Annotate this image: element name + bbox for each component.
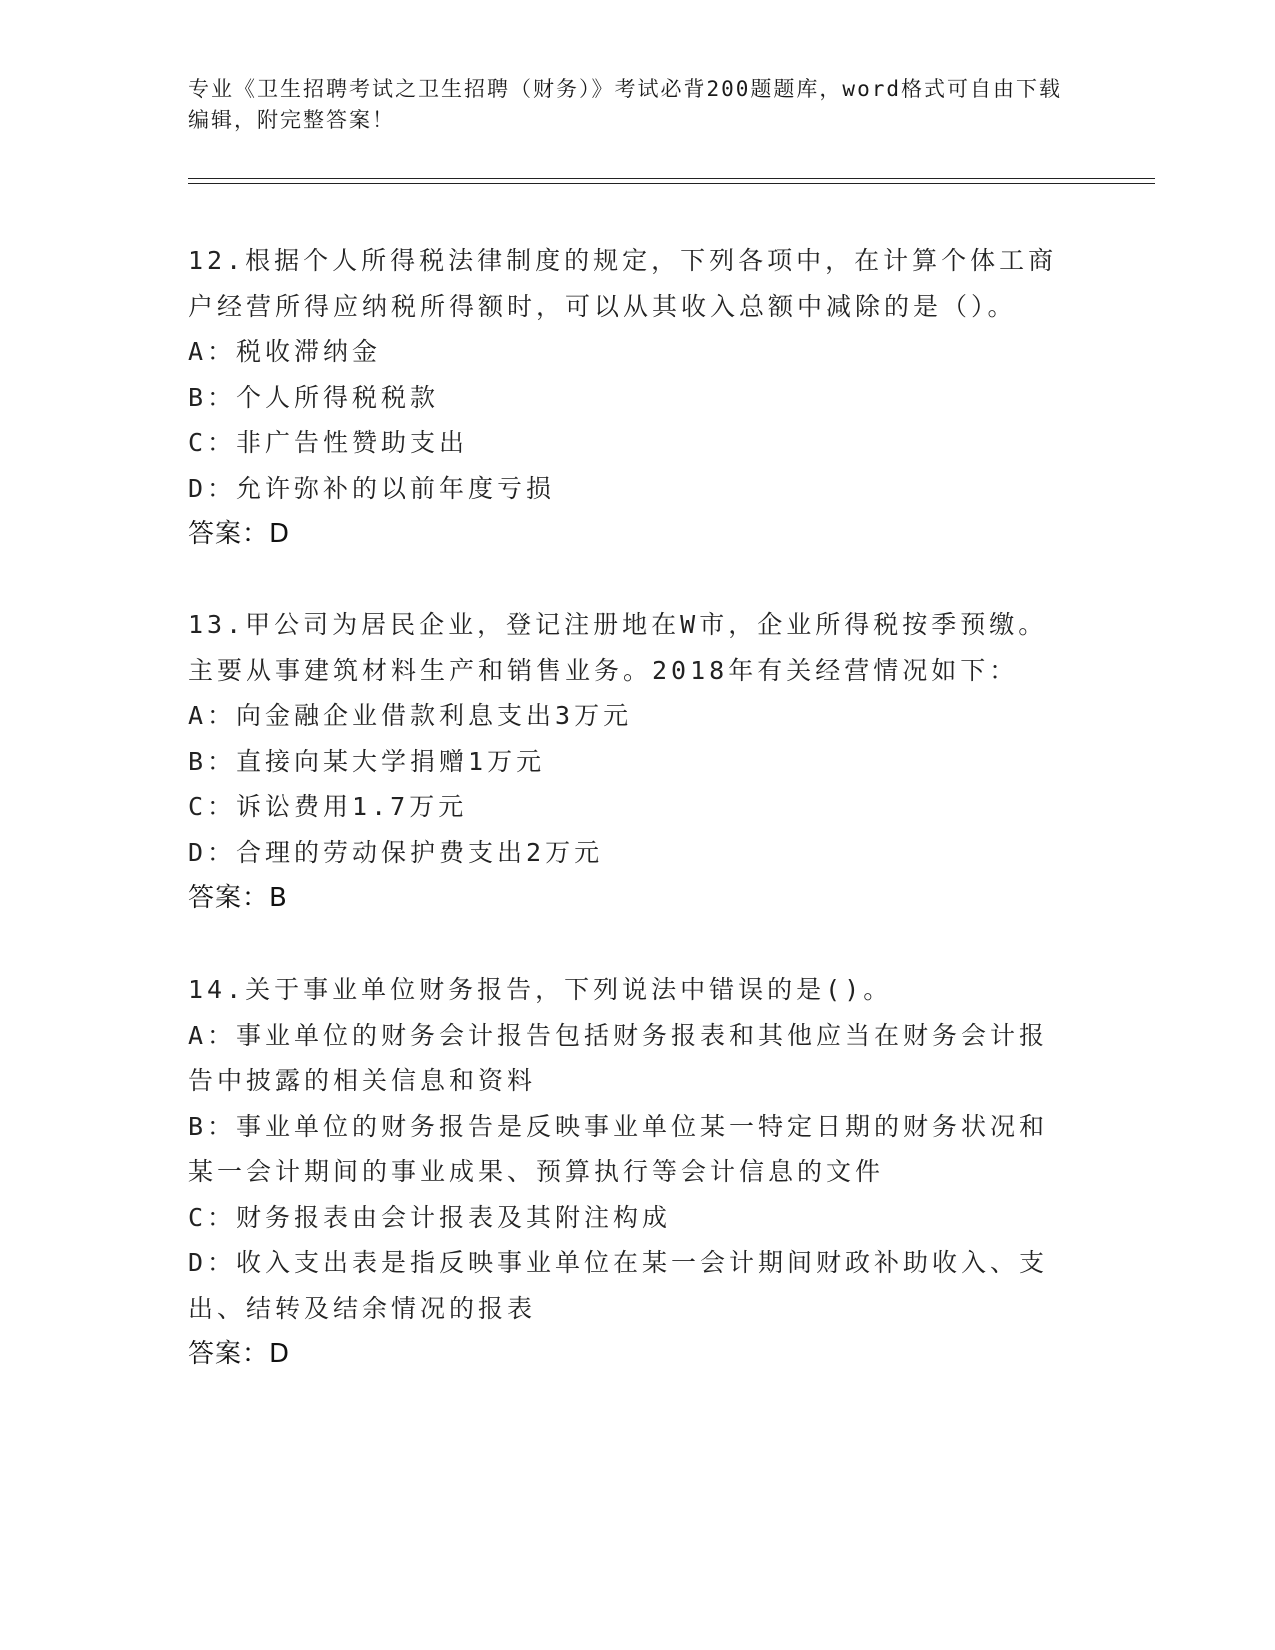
option-b: B：个人所得税税款 [188, 382, 440, 412]
option-b: B：直接向某大学捐赠1万元 [188, 746, 546, 776]
question-12 [188, 238, 1068, 557]
option-d: D：合理的劳动保护费支出2万元 [188, 837, 604, 867]
question-stem: 13.甲公司为居民企业，登记注册地在W市，企业所得税按季预缴。主要从事建筑材料生产和销售业务。2018年有关经营情况如下： [188, 610, 1048, 685]
option-c: C：非广告性赞助支出 [188, 428, 469, 457]
question-14 [188, 967, 1068, 1377]
question-stem: 14.关于事业单位财务报告，下列说法中错误的是()。 [188, 975, 893, 1004]
question-13 [188, 602, 1068, 921]
option-d: D：收入支出表是指反映事业单位在某一会计期间财政补助收入、支出、结转及结余情况的报表 [188, 1248, 1049, 1323]
header-divider-bottom [188, 183, 1155, 184]
option-a: A：税收滞纳金 [188, 337, 382, 366]
question-stem: 12.根据个人所得税法律制度的规定，下列各项中，在计算个体工商户经营所得应纳税所得额时，可以从其收入总额中减除的是（）。 [188, 246, 1058, 321]
option-b: B：事业单位的财务报告是反映事业单位某一特定日期的财务状况和某一会计期间的事业成果、预算执行等会计信息的文件 [188, 1111, 1049, 1186]
option-a: A：向金融企业借款利息支出3万元 [188, 701, 633, 730]
option-d: D：允许弥补的以前年度亏损 [188, 473, 556, 503]
option-c: C：财务报表由会计报表及其附注构成 [188, 1202, 672, 1232]
header-divider-top [188, 178, 1155, 179]
option-c: C：诉讼费用1.7万元 [188, 792, 468, 821]
answer-label: 答案：D [188, 1339, 291, 1369]
answer-label: 答案：D [188, 519, 291, 549]
answer-label: 答案：B [188, 883, 288, 913]
option-a: A：事业单位的财务会计报告包括财务报表和其他应当在财务会计报告中披露的相关信息和资料 [188, 1020, 1049, 1095]
document-header: 专业《卫生招聘考试之卫生招聘（财务）》考试必背200题题库，word格式可自由下载编辑，附完整答案！ [188, 77, 1062, 132]
